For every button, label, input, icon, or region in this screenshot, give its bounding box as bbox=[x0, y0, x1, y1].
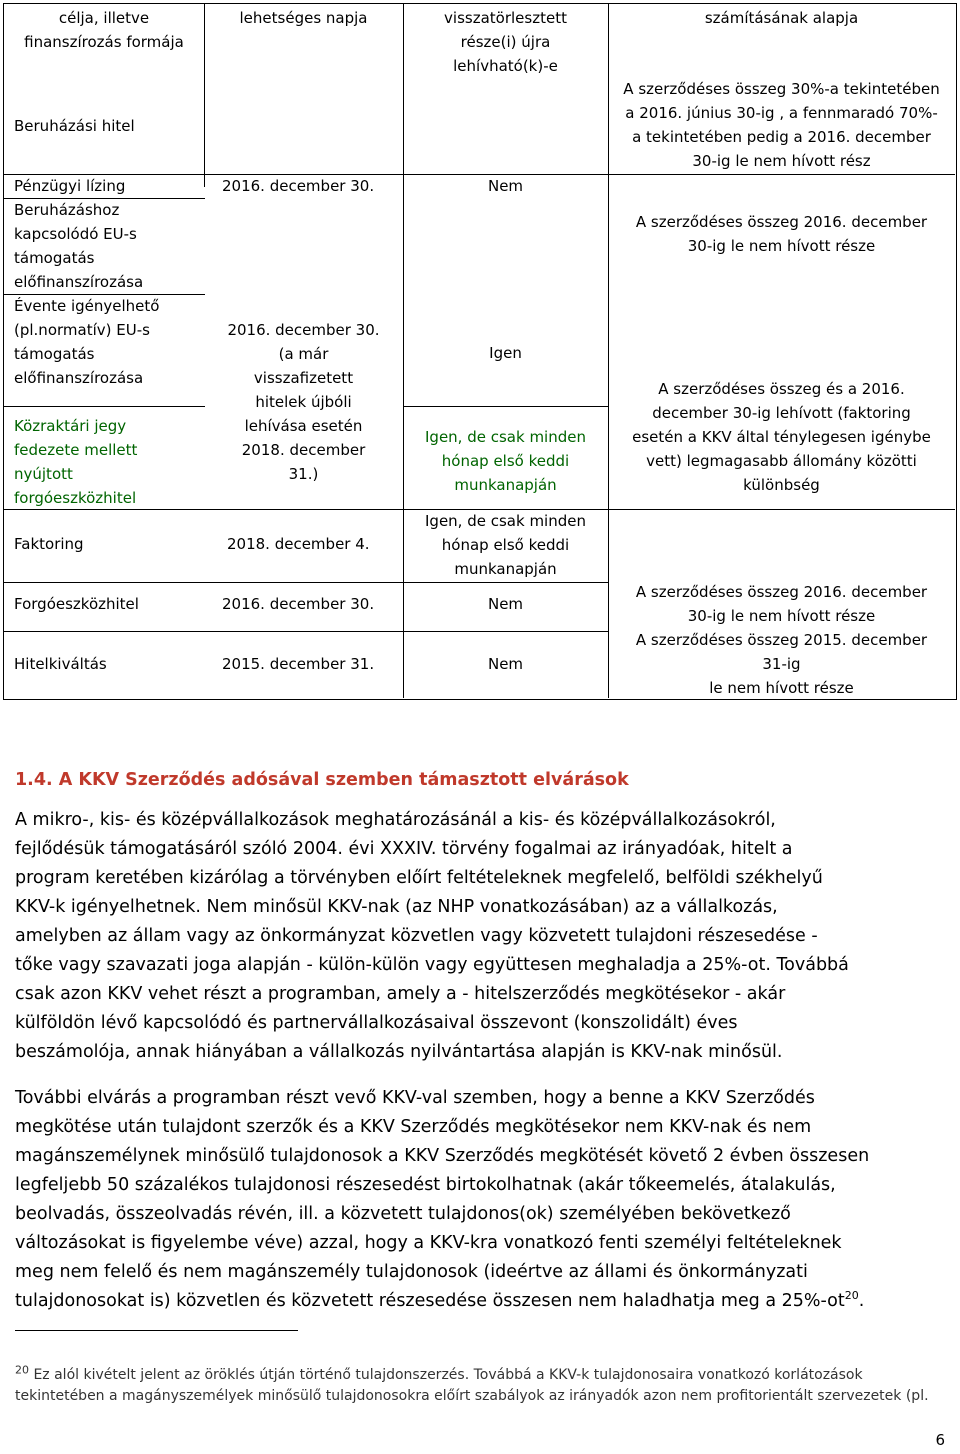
row-label-line: forgóeszközhitel bbox=[14, 489, 137, 507]
header-text: célja, illetve bbox=[58, 9, 150, 27]
header-text: része(i) újra bbox=[460, 33, 551, 51]
paragraph-line: További elvárás a programban részt vevő KKV-val szemben, hogy a benne a KKV Szerződés bbox=[15, 1088, 815, 1108]
basis-line: 30-ig le nem hívott része bbox=[687, 607, 876, 625]
page-number: 6 bbox=[935, 1431, 945, 1449]
relend-kozraktari bbox=[403, 425, 608, 497]
date-penzugyi-lizing: 2016. december 30. bbox=[222, 177, 375, 195]
date-line: hitelek újbóli bbox=[255, 393, 352, 411]
paragraph-line: fejlődésük támogatásáról szóló 2004. évi XXXIV. törvény fogalmai az irányadóak, hitelt a bbox=[15, 839, 793, 859]
date-eu-kozraktari bbox=[204, 318, 403, 486]
paragraph-line: megkötése után tulajdont szerzők és a KKV Szerződés megkötésekor nem KKV-nak és nem bbox=[15, 1117, 812, 1137]
row-label-kozraktari bbox=[14, 414, 137, 510]
basis-eu-kozraktari-faktoring bbox=[608, 377, 955, 497]
basis-line: le nem hívott része bbox=[709, 679, 854, 697]
paragraph-line: külföldön lévő kapcsolódó és partnervállalkozásaival összevont (konszolidált) éves bbox=[15, 1013, 738, 1033]
section-heading bbox=[15, 770, 629, 790]
paragraph-line: A mikro-, kis- és középvállalkozások meghatározásánál a kis- és középvállalkozásokról, bbox=[15, 810, 776, 830]
date-faktoring: 2018. december 4. bbox=[227, 535, 370, 553]
row-label-line: előfinanszírozása bbox=[14, 273, 144, 291]
footnote-line: tekintetében a magányszemélyek minősülő tulajdonosokra előírt szabályok az irányadók azon nem profitorientált szervezetek (pl. bbox=[15, 1388, 929, 1404]
date-line: 2018. december bbox=[241, 441, 366, 459]
footnote-reference[interactable]: 20 bbox=[844, 1289, 859, 1303]
table-row-divider bbox=[4, 631, 608, 632]
basis-line: különbség bbox=[743, 476, 820, 494]
relend-hitelkivaltas: Nem bbox=[487, 655, 524, 673]
relend-line: hónap első keddi bbox=[441, 452, 570, 470]
row-label-line: Évente igényelhető bbox=[14, 297, 160, 315]
basis-forgoeszkozhitel bbox=[608, 580, 955, 628]
paragraph-line: KKV-k igényelhetnek. Nem minősül KKV-nak (az NHP vonatkozásában) az a vállalkozás, bbox=[15, 897, 778, 917]
basis-line: a tekintetében pedig a 2016. december bbox=[632, 128, 931, 146]
basis-line: A szerződéses összeg 30%-a tekintetében bbox=[623, 80, 940, 98]
footnote-line bbox=[15, 1365, 950, 1386]
date-line: (a már bbox=[278, 345, 329, 363]
basis-line: december 30-ig lehívott (faktoring bbox=[652, 404, 911, 422]
basis-line: A szerződéses összeg 2016. december bbox=[635, 213, 928, 231]
date-hitelkivaltas: 2015. december 31. bbox=[222, 655, 375, 673]
header-purpose bbox=[4, 6, 204, 54]
row-label-beruhazas-eu bbox=[14, 198, 143, 294]
relend-line: hónap első keddi bbox=[441, 536, 570, 554]
footnote-number: 20 bbox=[15, 1363, 29, 1377]
row-label-faktoring: Faktoring bbox=[14, 535, 84, 553]
paragraph-ownership-requirement bbox=[15, 1084, 945, 1316]
basis-line: A szerződéses összeg 2015. december bbox=[635, 631, 928, 649]
basis-line: A szerződéses összeg 2016. december bbox=[635, 583, 928, 601]
basis-line: a 2016. június 30-ig , a fennmaradó 70%- bbox=[625, 104, 938, 122]
date-line: visszafizetett bbox=[253, 369, 354, 387]
row-label-hitelkivaltas: Hitelkiváltás bbox=[14, 655, 107, 673]
header-date bbox=[204, 6, 403, 30]
header-text: finanszírozás formája bbox=[24, 33, 184, 51]
row-label-line: kapcsolódó EU-s bbox=[14, 225, 137, 243]
paragraph-line: tőke vagy szavazati joga alapján - külön-külön vagy együttesen meghaladja a 25%-ot. Továbbá bbox=[15, 955, 849, 975]
basis-line: 31-ig bbox=[762, 655, 801, 673]
header-basis bbox=[608, 6, 955, 30]
basis-lizing-eu bbox=[608, 210, 955, 258]
table-row-divider bbox=[4, 406, 205, 407]
table-row-divider bbox=[4, 582, 608, 583]
row-label-forgoeszkozhitel: Forgóeszközhitel bbox=[14, 595, 139, 613]
row-label-line: előfinanszírozása bbox=[14, 369, 144, 387]
basis-line: esetén a KKV által ténylegesen igénybe bbox=[632, 428, 931, 446]
relend-faktoring bbox=[403, 509, 608, 581]
row-label-line: (pl.normatív) EU-s bbox=[14, 321, 150, 339]
row-label-line: fedezete mellett bbox=[14, 441, 138, 459]
header-text: lehetséges napja bbox=[239, 9, 368, 27]
row-label-line: Beruházáshoz bbox=[14, 201, 120, 219]
paragraph-line-text: tulajdonosokat is) közvetlen és közvetett részesedése összesen nem haladhatja meg a 25%-ot bbox=[15, 1291, 845, 1311]
paragraph-line: meg nem felelő és nem magánszemély tulajdonosok (ideértve az állami és önkormányzati bbox=[15, 1262, 808, 1282]
header-text: számításának alapja bbox=[704, 9, 859, 27]
relend-line: Igen, de csak minden bbox=[425, 428, 586, 446]
basis-hitelkivaltas bbox=[608, 628, 955, 700]
relend-penzugyi-lizing: Nem bbox=[487, 177, 524, 195]
row-label-line: támogatás bbox=[14, 345, 95, 363]
row-label-penzugyi-lizing: Pénzügyi lízing bbox=[14, 177, 126, 195]
paragraph-line bbox=[15, 1287, 945, 1316]
paragraph-kkv-definition bbox=[15, 806, 945, 1067]
header-text: visszatörlesztett bbox=[444, 9, 567, 27]
date-line: lehívása esetén bbox=[244, 417, 363, 435]
paragraph-line: amelyben az állam vagy az önkormányzat közvetlen vagy közvetett tulajdoni részesedése - bbox=[15, 926, 818, 946]
row-label-beruhazasi-hitel: Beruházási hitel bbox=[14, 117, 135, 135]
table-col-divider bbox=[204, 4, 205, 187]
section-number: 1.4. bbox=[15, 770, 53, 790]
footnote-separator bbox=[15, 1330, 298, 1331]
paragraph-line: beolvadás, összeolvadás révén, ill. a közvetett tulajdonos(ok) személyében bekövetkező bbox=[15, 1204, 791, 1224]
basis-line: vett) legmagasabb állomány közötti bbox=[646, 452, 917, 470]
paragraph-end-punct: . bbox=[858, 1291, 865, 1311]
paragraph-line: beszámolója, annak hiányában a vállalkozás nyilvántartása alapján is KKV-nak minősül. bbox=[15, 1042, 783, 1062]
paragraph-line: legfeljebb 50 százalékos tulajdonosi részesedést birtokolhatnak (akár tőkeemelés, átalakulás, bbox=[15, 1175, 836, 1195]
paragraph-line: csak azon KKV vehet részt a programban, amely a - hitelszerződés megkötésekor - akár bbox=[15, 984, 786, 1004]
relend-line: Igen, de csak minden bbox=[425, 512, 586, 530]
header-relend bbox=[403, 6, 608, 78]
basis-beruhazasi-hitel bbox=[608, 77, 955, 173]
relend-line: munkanapján bbox=[454, 560, 557, 578]
relend-forgoeszkozhitel: Nem bbox=[487, 595, 524, 613]
footnote-text: Ez alól kivételt jelent az öröklés útján történő tulajdonszerzés. Továbbá a KKV-k tulajdonosaira vonatkozó korlátozások bbox=[33, 1367, 863, 1383]
paragraph-line: program keretében kizárólag a törvényben előírt feltételeknek megfelelő, belföldi székhelyű bbox=[15, 868, 823, 888]
row-label-normativ-eu bbox=[14, 294, 159, 390]
date-line: 31.) bbox=[288, 465, 319, 483]
table-row-divider bbox=[403, 406, 609, 407]
paragraph-line: változásokat is figyelembe véve) azzal, hogy a KKV-kra vonatkozó fenti személyi feltételeknek bbox=[15, 1233, 842, 1253]
footnote bbox=[15, 1365, 950, 1407]
financing-table bbox=[3, 3, 957, 700]
basis-line: 30-ig le nem hívott része bbox=[687, 237, 876, 255]
basis-line: 30-ig le nem hívott rész bbox=[692, 152, 871, 170]
relend-line: munkanapján bbox=[454, 476, 557, 494]
basis-line: A szerződéses összeg és a 2016. bbox=[658, 380, 905, 398]
row-label-line: nyújtott bbox=[14, 465, 73, 483]
header-text: lehívható(k)-e bbox=[453, 57, 558, 75]
row-label-line: Közraktári jegy bbox=[14, 417, 127, 435]
relend-eu: Igen bbox=[489, 344, 522, 362]
date-line: 2016. december 30. bbox=[227, 321, 380, 339]
row-label-line: támogatás bbox=[14, 249, 95, 267]
paragraph-line: magánszemélynek minősülő tulajdonosok a KKV Szerződés megkötését követő 2 évben összesen bbox=[15, 1146, 870, 1166]
date-forgoeszkozhitel: 2016. december 30. bbox=[222, 595, 375, 613]
section-title: A KKV Szerződés adósával szemben támasztott elvárások bbox=[58, 770, 629, 790]
